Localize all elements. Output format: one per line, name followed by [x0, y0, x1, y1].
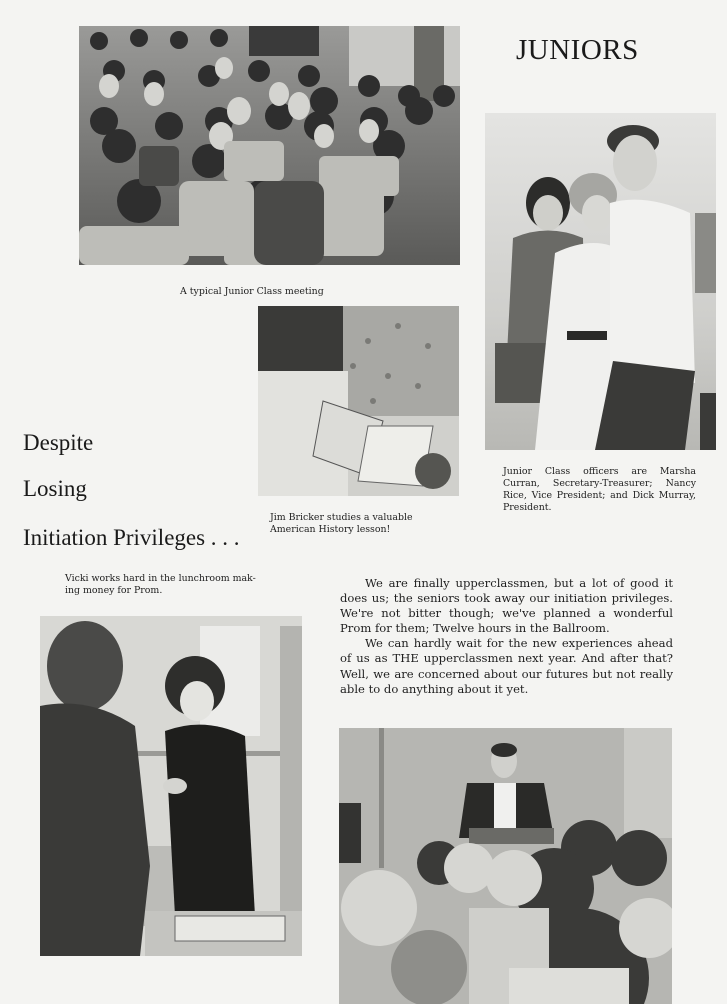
- page-title: JUNIORS: [516, 34, 639, 66]
- article-paragraph: We are finally upperclassmen, but a lot of good it does us; the seniors took away our initiation privileges. We're not bitter though; we've planned a wonderful Prom for them; Twelve hours in the Ballroom.: [340, 576, 673, 636]
- article-body: [340, 576, 673, 697]
- jim-bricker-caption-line: Jim Bricker studies a valuable: [270, 512, 413, 523]
- class-officers-caption: Junior Class officers are Marsha Curran, Secretary-Treasurer; Nancy Rice, Vice President; and Dick Murray, President.: [503, 466, 696, 513]
- jim-bricker-caption-line: American History lesson!: [270, 524, 391, 535]
- speaker-assembly-photo: [339, 728, 672, 1004]
- vicki-lunchroom-photo: [40, 616, 302, 956]
- article-paragraph: We can hardly wait for the new experiences ahead of us as THE upperclassmen next year. And after that? Well, we are concerned about our futures but not really able to do anything about it yet.: [340, 636, 673, 696]
- headline-line: Losing: [23, 476, 87, 501]
- class-meeting-photo: [79, 26, 460, 265]
- vicki-caption-line: Vicki works hard in the lunchroom mak-: [65, 573, 256, 584]
- headline-line: Initiation Privileges . . .: [23, 525, 240, 550]
- jim-bricker-photo: [258, 306, 459, 496]
- vicki-caption: [65, 573, 256, 597]
- class-meeting-caption: A typical Junior Class meeting: [180, 286, 324, 297]
- vicki-caption-line: ing money for Prom.: [65, 585, 163, 596]
- headline-line: Despite: [23, 430, 94, 455]
- jim-bricker-caption: [270, 512, 413, 536]
- class-officers-photo: [485, 113, 716, 450]
